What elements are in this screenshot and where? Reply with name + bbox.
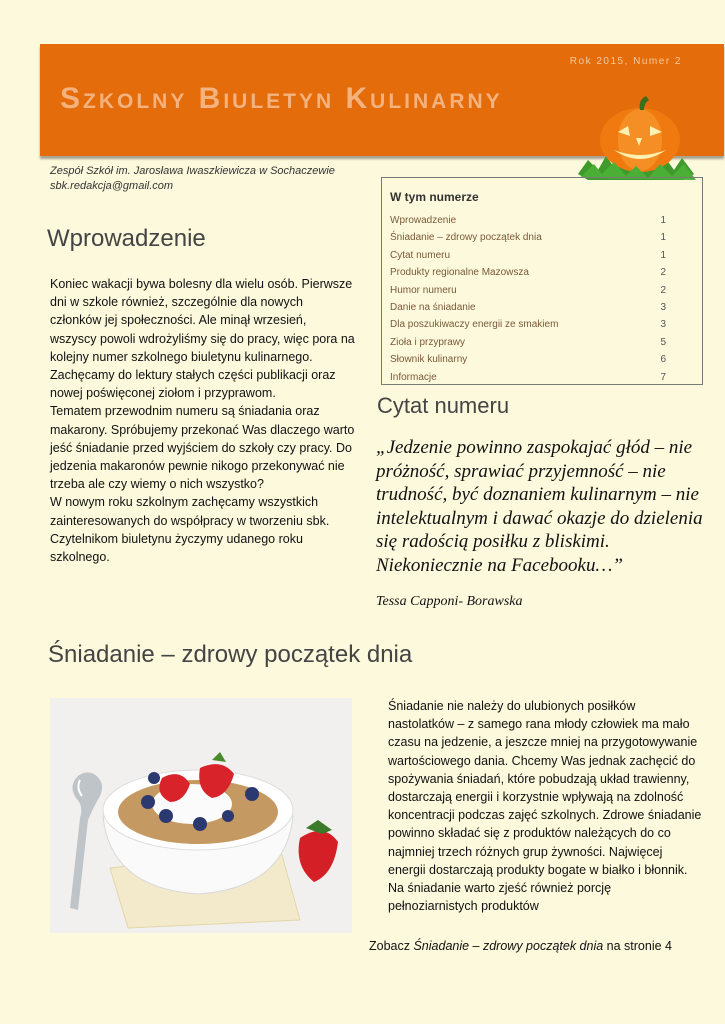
toc-item-page: 3: [660, 301, 666, 313]
toc-item-page: 2: [660, 284, 666, 296]
breakfast-heading: Śniadanie – zdrowy początek dnia: [48, 641, 413, 668]
toc-item-label: Dla poszukiwaczy energii ze smakiem: [390, 319, 559, 331]
continued-article-link[interactable]: Śniadanie – zdrowy początek dnia: [413, 939, 604, 953]
intro-paragraph: Tematem przewodnim numeru są śniadania oraz makarony. Spróbujemy przekonać Was dlaczego warto jeść śniadanie przed wyjściem do szkoły czy pracy. Do jedzenia makaronów pewnie nikogo przekonywać nie trzeba ale czy wiemy o nich wszystko?: [50, 404, 355, 492]
toc-heading: W tym numerze: [390, 190, 479, 204]
toc-item-page: 1: [660, 232, 666, 244]
quote-text: „Jedzenie powinno zaspokajać głód – nie próżność, sprawiać przyjemność – nie trudność, być doznaniem kulinarnym – nie intelektualnym i dawać okazje do dzielenia się radością posiłku z bliskimi. Niekoniecznie na Facebooku…”: [376, 437, 703, 576]
toc-item[interactable]: [390, 337, 680, 354]
school-name: Zespół Szkół im. Jarosława Iwaszkiewicza w Sochaczewie: [50, 165, 335, 177]
toc-item[interactable]: [390, 285, 680, 302]
intro-text: [50, 275, 355, 566]
intro-heading: Wprowadzenie: [47, 225, 206, 252]
continued-suffix: na stronie 4: [603, 939, 672, 953]
issue-label: Rok 2015, Numer 2: [569, 56, 682, 67]
toc-item-page: 5: [660, 336, 666, 348]
toc-item-page: 7: [660, 371, 666, 383]
toc-item[interactable]: [390, 302, 680, 319]
continued-note: [369, 939, 672, 953]
toc-item[interactable]: [390, 372, 680, 385]
breakfast-photo: [50, 698, 352, 933]
toc-item[interactable]: [390, 232, 680, 249]
intro-paragraph: Zachęcamy do lektury stałych części publikacji oraz nowej poświęconej ziołom i przyprawom.: [50, 368, 336, 401]
toc-item-page: 3: [660, 319, 666, 331]
toc-item-label: Słownik kulinarny: [390, 354, 468, 366]
toc-item-label: Danie na śniadanie: [390, 301, 476, 313]
toc-item-label: Cytat numeru: [390, 249, 451, 261]
continued-prefix: Zobacz: [369, 939, 414, 953]
pumpkin-illustration: [574, 94, 698, 182]
toc-item-label: Humor numeru: [390, 284, 457, 296]
toc-item-label: Śniadanie – zdrowy początek dnia: [390, 232, 542, 244]
toc-item[interactable]: [390, 354, 680, 371]
toc-item-label: Wprowadzenie: [390, 215, 457, 226]
intro-paragraph: W nowym roku szkolnym zachęcamy wszystkich zainteresowanych do współpracy w tworzeniu sbk. Czytelnikom biuletynu życzymy udanego roku szkolnego.: [50, 495, 330, 565]
toc-item-page: 1: [660, 249, 666, 261]
toc-item-page: 6: [660, 354, 666, 366]
toc-item[interactable]: [390, 250, 680, 267]
toc-item-label: Produkty regionalne Mazowsza: [390, 267, 529, 279]
toc-item-page: 1: [660, 215, 666, 226]
breakfast-text: Śniadanie nie należy do ulubionych posiłków nastolatków – z samego rana młody człowiek ma mało czasu na jedzenie, a jeszcze mniej na przygotowywanie wartościowego dania. Chcemy Was jednak zachęcić do spożywania śniadań, które pobudzają układ trawienny, dostarczają energii i korzystnie wpływają na zdolność koncentracji podczas zajęć szkolnych. Zdrowe śniadanie powinno składać się z produktów należących do co najmniej trzech różnych grup żywności. Najwięcej energii dostarczają produkty bogate w białko i błonnik. Na śniadanie warto zjeść również porcję pełnoziarnistych produktów: [388, 699, 702, 914]
toc-item-page: 2: [660, 267, 666, 279]
editor-email: sbk.redakcja@gmail.com: [50, 180, 174, 192]
toc-list: [390, 215, 680, 385]
intro-paragraph: Koniec wakacji bywa bolesny dla wielu osób. Pierwsze dni w szkole również, szczególnie dla nowych członków jej społeczności. Ale minął wrzesień, wszyscy powoli wdrożyliśmy się do pracy, więc pora na kolejny numer szkolnego biuletynu kulinarnego.: [50, 277, 355, 364]
table-of-contents: [381, 177, 703, 385]
quote-author: Tessa Capponi- Borawska: [376, 594, 523, 609]
quote-heading: Cytat numeru: [377, 393, 510, 418]
newsletter-title: Szkolny Biuletyn Kulinarny: [60, 82, 503, 115]
school-info: [50, 164, 335, 194]
toc-item[interactable]: [390, 267, 680, 284]
toc-item[interactable]: [390, 319, 680, 336]
toc-item[interactable]: [390, 215, 680, 232]
toc-item-label: Informacje: [390, 371, 437, 383]
toc-item-label: Zioła i przyprawy: [390, 336, 466, 348]
